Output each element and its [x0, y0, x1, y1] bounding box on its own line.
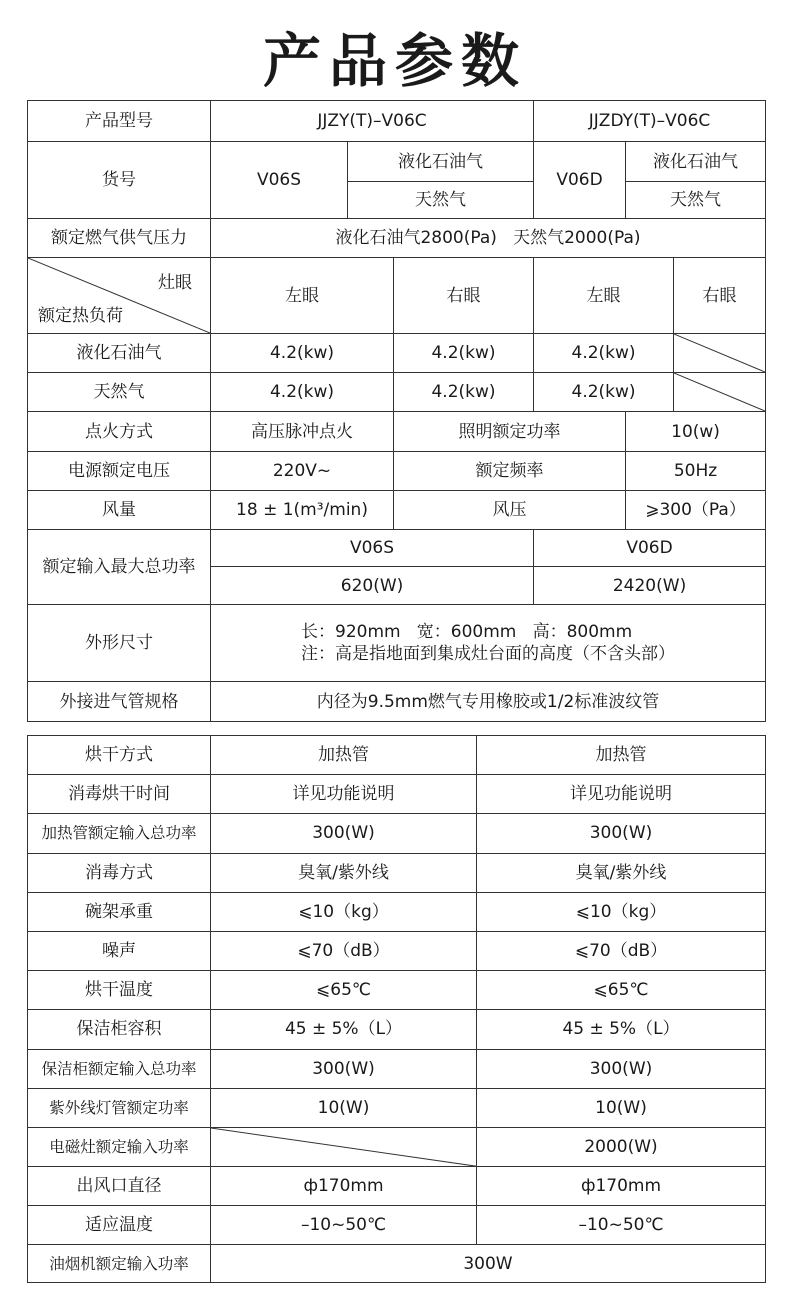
value-s: –10~50℃: [211, 1206, 477, 1245]
model-label: 产品型号: [28, 101, 211, 142]
row-label: 加热管额定输入总功率: [28, 814, 211, 853]
value-s: 臭氧/紫外线: [211, 853, 477, 892]
row-item-no: [28, 142, 766, 182]
max-power-d: V06D: [534, 530, 766, 567]
air-pressure-label: 风压: [394, 491, 626, 530]
voltage-label: 电源额定电压: [28, 452, 211, 491]
row-label: 烘干方式: [28, 736, 211, 775]
lighting-power-label: 照明额定功率: [394, 412, 626, 452]
table-row: [28, 971, 766, 1010]
value-s: ⩽70（dB）: [211, 931, 477, 970]
row-heat-lpg: [28, 334, 766, 373]
heat-s-left: 左眼: [211, 258, 394, 334]
row-heat-header: [28, 258, 766, 334]
table-row: [28, 931, 766, 970]
value-d: ⩽70（dB）: [477, 931, 766, 970]
row-label: 出风口直径: [28, 1167, 211, 1206]
heat-s-right: 右眼: [394, 258, 534, 334]
table-row: [28, 1088, 766, 1127]
spec-table-cabinet: [27, 735, 766, 1283]
row-gas-pressure: [28, 219, 766, 258]
value-d: 详见功能说明: [477, 775, 766, 814]
diagonal-line: [674, 373, 765, 411]
heat-lpg-v2: 4.2(kw): [394, 334, 534, 373]
value-s: 45 ± 5%（L）: [211, 1010, 477, 1049]
max-power-d-value: 2420(W): [534, 567, 766, 605]
row-dimensions: [28, 605, 766, 682]
table-row: [28, 1206, 766, 1245]
frequency-value: 50Hz: [626, 452, 766, 491]
value-d: –10~50℃: [477, 1206, 766, 1245]
row-label: 碗架承重: [28, 892, 211, 931]
heat-d-right: 右眼: [674, 258, 766, 334]
row-airflow: [28, 491, 766, 530]
ignition-label: 点火方式: [28, 412, 211, 452]
heat-ng-v3: 4.2(kw): [534, 373, 674, 412]
voltage-value: 220V~: [211, 452, 394, 491]
item-no-d-ng: 天然气: [626, 182, 766, 219]
table-row: [28, 775, 766, 814]
table-row: [28, 814, 766, 853]
item-no-s: V06S: [211, 142, 348, 219]
row-model: [28, 101, 766, 142]
row-label: 消毒烘干时间: [28, 775, 211, 814]
row-label: 紫外线灯管额定功率: [28, 1088, 211, 1127]
value-d: ф170mm: [477, 1167, 766, 1206]
hood-power-value: 300W: [211, 1245, 766, 1283]
row-label: 消毒方式: [28, 853, 211, 892]
value-s: ⩽65℃: [211, 971, 477, 1010]
item-no-d: V06D: [534, 142, 626, 219]
heat-ng-v1: 4.2(kw): [211, 373, 394, 412]
gas-pressure-value: 液化石油气2800(Pa) 天然气2000(Pa): [211, 219, 766, 258]
airflow-value: 18 ± 1(m³/min): [211, 491, 394, 530]
item-no-label: 货号: [28, 142, 211, 219]
item-no-d-lpg: 液化石油气: [626, 142, 766, 182]
row-label: 保洁柜额定输入总功率: [28, 1049, 211, 1088]
value-s: 10(W): [211, 1088, 477, 1127]
value-d: 45 ± 5%（L）: [477, 1010, 766, 1049]
row-label: 噪声: [28, 931, 211, 970]
heat-d-left: 左眼: [534, 258, 674, 334]
row-max-power: [28, 530, 766, 567]
value-s: 加热管: [211, 736, 477, 775]
heat-lpg-label: 液化石油气: [28, 334, 211, 373]
table-row: [28, 853, 766, 892]
max-power-s: V06S: [211, 530, 534, 567]
airflow-label: 风量: [28, 491, 211, 530]
heat-ng-label: 天然气: [28, 373, 211, 412]
table-row: [28, 892, 766, 931]
max-power-label: 额定输入最大总功率: [28, 530, 211, 605]
model-s: JJZY(T)–V06C: [211, 101, 534, 142]
value-s: [211, 1127, 477, 1166]
row-label: 保洁柜容积: [28, 1010, 211, 1049]
row-ignition: [28, 412, 766, 452]
gas-pipe-label: 外接进气管规格: [28, 682, 211, 722]
page-title: 产品参数: [262, 27, 527, 95]
gas-pressure-label: 额定燃气供气压力: [28, 219, 211, 258]
heat-corner-cell: [28, 258, 211, 334]
dimensions-note: 注：高是指地面到集成灶台面的高度（不含头部）: [301, 644, 676, 664]
row-label: 烘干温度: [28, 971, 211, 1010]
value-s: ф170mm: [211, 1167, 477, 1206]
item-no-s-ng: 天然气: [348, 182, 534, 219]
value-d: 加热管: [477, 736, 766, 775]
row-heat-ng: [28, 373, 766, 412]
value-d: 10(W): [477, 1088, 766, 1127]
max-power-s-value: 620(W): [211, 567, 534, 605]
hood-power-label: 油烟机额定输入功率: [28, 1245, 211, 1283]
dimensions-cell: [211, 605, 766, 682]
heat-corner-top: 灶眼: [158, 273, 192, 293]
heat-lpg-empty: [674, 334, 766, 373]
table-row: [28, 1127, 766, 1166]
value-d: 2000(W): [477, 1127, 766, 1166]
value-s: 300(W): [211, 1049, 477, 1088]
value-s: 详见功能说明: [211, 775, 477, 814]
heat-ng-v2: 4.2(kw): [394, 373, 534, 412]
row-voltage: [28, 452, 766, 491]
value-d: 臭氧/紫外线: [477, 853, 766, 892]
lighting-power-value: 10(w): [626, 412, 766, 452]
value-d: 300(W): [477, 814, 766, 853]
table-row: [28, 1049, 766, 1088]
gas-pipe-value: 内径为9.5mm燃气专用橡胶或1/2标准波纹管: [211, 682, 766, 722]
table-row: [28, 1010, 766, 1049]
row-gas-pipe: [28, 682, 766, 722]
table-row: [28, 736, 766, 775]
value-s: ⩽10（kg）: [211, 892, 477, 931]
row-label: 适应温度: [28, 1206, 211, 1245]
diagonal-line: [211, 1128, 476, 1166]
heat-corner-bottom: 额定热负荷: [38, 306, 123, 326]
air-pressure-value: ⩾300（Pa）: [626, 491, 766, 530]
heat-ng-empty: [674, 373, 766, 412]
value-s: 300(W): [211, 814, 477, 853]
value-d: ⩽65℃: [477, 971, 766, 1010]
dimensions-line1: 长：920mm 宽：600mm 高：800mm: [301, 622, 633, 642]
value-d: 300(W): [477, 1049, 766, 1088]
table-row: [28, 1167, 766, 1206]
heat-lpg-v1: 4.2(kw): [211, 334, 394, 373]
dimensions-label: 外形尺寸: [28, 605, 211, 682]
heat-lpg-v3: 4.2(kw): [534, 334, 674, 373]
row-hood-power: [28, 1245, 766, 1283]
model-d: JJZDY(T)–V06C: [534, 101, 766, 142]
frequency-label: 额定频率: [394, 452, 626, 491]
spec-table-main: [27, 100, 766, 722]
ignition-value: 高压脉冲点火: [211, 412, 394, 452]
value-d: ⩽10（kg）: [477, 892, 766, 931]
row-label: 电磁灶额定输入功率: [28, 1127, 211, 1166]
item-no-s-lpg: 液化石油气: [348, 142, 534, 182]
diagonal-line: [674, 334, 765, 372]
